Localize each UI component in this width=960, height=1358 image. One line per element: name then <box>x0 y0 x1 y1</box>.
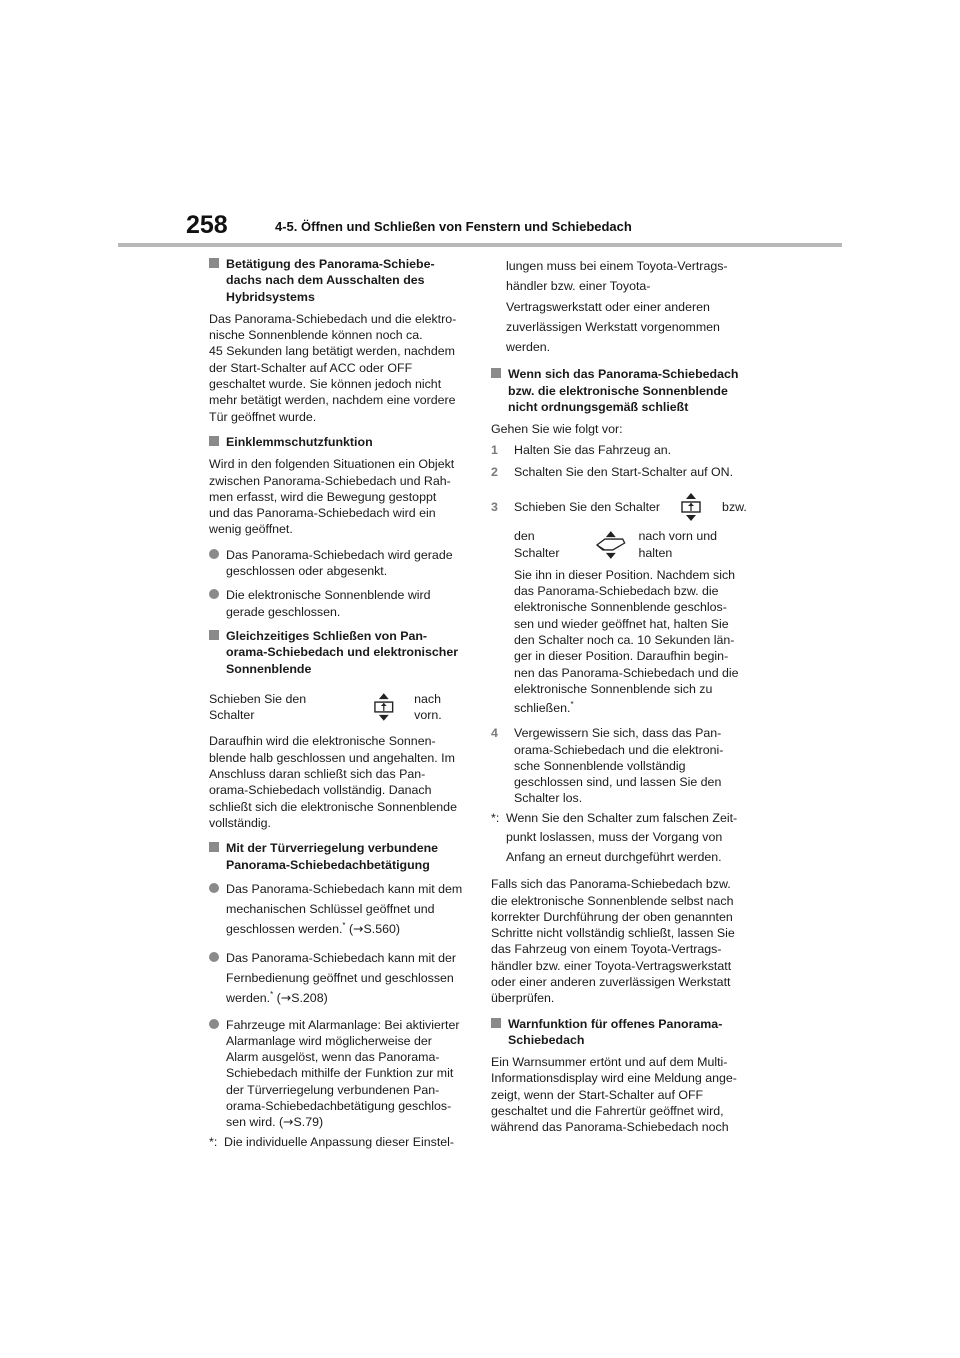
step-3: 3 Schieben Sie den Schalter bzw. <box>491 492 753 522</box>
square-bullet-icon <box>209 842 219 852</box>
arrow-right-icon: → <box>280 990 292 1006</box>
step-4: 4 Vergewissern Sie sich, dass das Pan- orama-Schiebedach und die elektroni- sche Sonnenblende vollständig geschlossen sind, und lassen Sie den Schalter los. <box>491 726 724 806</box>
square-bullet-icon <box>491 368 501 378</box>
header-rule <box>118 243 842 247</box>
page-number: 258 <box>186 211 228 239</box>
round-bullet-icon <box>209 549 219 559</box>
paragraph: Das Panorama-Schiebedach und die elektro- nische Sonnenblende können noch ca. 45 Sekunden lang betätigt werden, nachdem der Start-Schalter auf ACC oder OFF geschaltet wurde. Sie können jedoch nicht mehr betätigt werden, nachdem eine vordere Tür geöffnet wurde. <box>209 311 457 424</box>
list-item: Das Panorama-Schiebedach kann mit dem mechanischen Schlüssel geöffnet und geschlossen werden.* (→S.560) <box>209 879 471 940</box>
square-bullet-icon <box>209 436 219 446</box>
tilt-switch-icon <box>593 530 629 560</box>
step-3-continued: den Schalter nach vorn und halten <box>514 529 717 560</box>
round-bullet-icon <box>209 952 219 962</box>
square-bullet-icon <box>209 630 219 640</box>
page-reference[interactable]: S.208) <box>291 991 328 1006</box>
paragraph: Falls sich das Panorama-Schiebedach bzw. die elektronische Sonnenblende selbst nach korrekter Durchführung der oben genannten Schritte nicht vollständig schließt, lassen Sie das Fahrzeug von einem Toyota-Vertrags- händler bzw. einer Toyota-Vertragswerkstatt oder einer anderen zuverlässigen Werkstatt überprüfen. <box>491 877 735 1006</box>
page-header <box>0 0 960 250</box>
step-1: 1 Halten Sie das Fahrzeug an. <box>491 442 672 457</box>
heading-simultaneous-close: Gleichzeitiges Schließen von Pan- orama-Schiebedach und elektronischer Sonnenblende <box>209 628 471 677</box>
list-item: Das Panorama-Schiebedach kann mit der Fernbedienung geöffnet und geschlossen werden.* (→S.208) <box>209 948 471 1009</box>
slide-switch-icon <box>371 692 397 722</box>
round-bullet-icon <box>209 589 219 599</box>
footnote: *: Wenn Sie den Schalter zum falschen Zeit- punkt loslassen, muss der Vorgang von Anfang an erneut durchgeführt werden. <box>491 810 738 864</box>
steps-intro: Gehen Sie wie folgt vor: <box>491 422 623 437</box>
arrow-right-icon: → <box>353 921 364 937</box>
list-item: Die elektronische Sonnenblende wird gerade geschlossen. <box>209 587 471 620</box>
heading-operation-after-off: Betätigung des Panorama-Schiebe- dachs nach dem Ausschalten des Hybridsystems <box>209 256 471 305</box>
list-item: Das Panorama-Schiebedach wird gerade geschlossen oder abgesenkt. <box>209 547 471 580</box>
round-bullet-icon <box>209 883 219 893</box>
page-reference[interactable]: S.79) <box>293 1115 324 1130</box>
heading-open-warning: Warnfunktion für offenes Panorama- Schiebedach <box>491 1016 753 1049</box>
square-bullet-icon <box>491 1018 501 1028</box>
step-2: 2 Schalten Sie den Start-Schalter auf ON. <box>491 464 734 479</box>
step-3-end: schließen.* <box>514 700 574 716</box>
square-bullet-icon <box>209 258 219 268</box>
paragraph: Ein Warnsummer ertönt und auf dem Multi- Informationsdisplay wird eine Meldung ange- zeigt, wenn der Start-Schalter auf OFF geschaltet und die Fahrertür geöffnet wird, während das Panorama-Schiebedach noch <box>491 1055 737 1135</box>
list-item: Fahrzeuge mit Alarmanlage: Bei aktivierter Alarmanlage wird möglicherweise der Alarm ausgelöst, wenn das Panorama- Schiebedach mithilfe der Funktion zur mit der Türverriegelung verbundenen Pan- orama-Schiebedachbetätigung geschlos- sen wird. (→S.79) <box>209 1017 471 1131</box>
switch-instruction: Schieben Sie den Schalter nach vorn. <box>209 691 442 723</box>
footnote: *: Die individuelle Anpassung dieser Einstel- <box>209 1134 455 1149</box>
chapter-title: 4-5. Öffnen und Schließen von Fenstern und Schiebedach <box>275 219 632 234</box>
slide-switch-icon <box>678 492 704 522</box>
right-column <box>491 256 753 1145</box>
paragraph: Daraufhin wird die elektronische Sonnen- blende halb geschlossen und angehalten. Im Anschluss daran schließt sich das Pan- orama-Schiebedach vollständig. Danach schließt sich die elektronische Sonnenblende vollständig. <box>209 734 457 830</box>
round-bullet-icon <box>209 1019 219 1029</box>
left-column <box>209 256 471 1161</box>
page-reference[interactable]: S.560) <box>363 922 401 937</box>
heading-not-closing: Wenn sich das Panorama-Schiebedach bzw. die elektronische Sonnenblende nicht ordnungsgemäß schließt <box>491 366 753 415</box>
footnote-continuation: lungen muss bei einem Toyota-Vertrags- händler bzw. einer Toyota- Vertragswerkstatt oder einer anderen zuverlässigen Werkstatt vorgenommen werden. <box>506 259 728 355</box>
heading-door-lock-linked: Mit der Türverriegelung verbundene Panorama-Schiebedachbetätigung <box>209 840 471 873</box>
heading-pinch-protection: Einklemmschutzfunktion <box>209 434 471 450</box>
paragraph: Wird in den folgenden Situationen ein Objekt zwischen Panorama-Schiebedach und Rah- men erfasst, wird die Bewegung gestoppt und das Panorama-Schiebedach wird ein wenig geöffnet. <box>209 457 455 537</box>
step-3-text: Sie ihn in dieser Position. Nachdem sich das Panorama-Schiebedach bzw. die elektronische Sonnenblende geschlos- sen und wieder geöffnet hat, halten Sie den Schalter noch ca. 10 Sekunden län- ger in dieser Position. Daraufhin begin- nen das Panorama-Schiebedach und die elektronische Sonnenblende sich zu <box>514 567 739 696</box>
arrow-right-icon: → <box>283 1114 294 1130</box>
